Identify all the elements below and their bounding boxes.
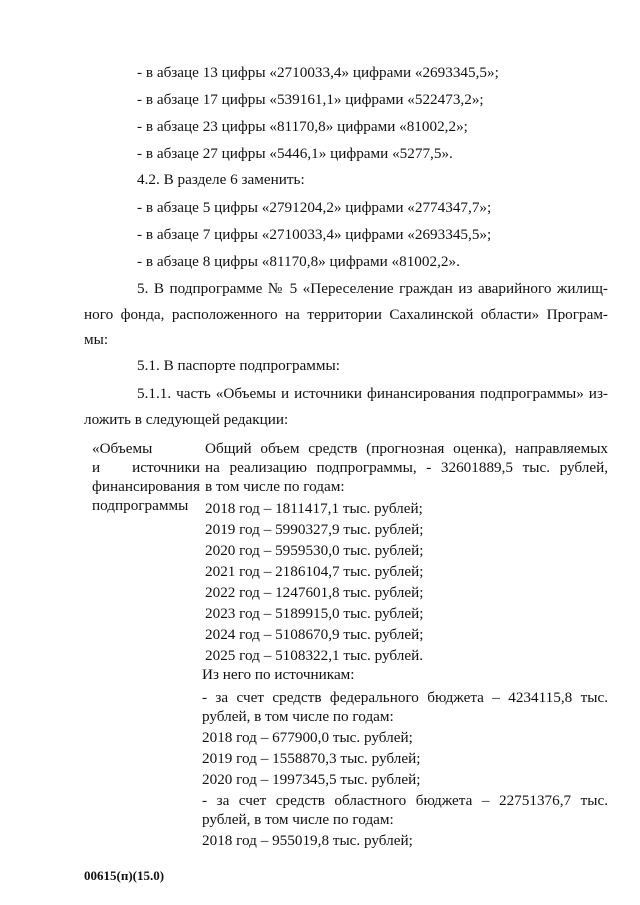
source-line: - за счет средств федерального бюджета – 4234115,8 тыс. (202, 689, 608, 706)
year-amount-line: 2018 год – 1811417,1 тыс. рублей; (205, 500, 423, 517)
year-amount-line: 2019 год – 5990327,9 тыс. рублей; (205, 521, 424, 538)
paragraph-line: мы: (84, 331, 109, 348)
year-amount-line: 2018 год – 677900,0 тыс. рублей; (202, 729, 413, 746)
paragraph-line: ложить в следующей редакции: (84, 411, 289, 428)
year-amount-line: 2021 год – 2186104,7 тыс. рублей; (205, 563, 424, 580)
amendment-item: - в абзаце 8 цифры «81170,8» цифрами «81002,2». (137, 253, 460, 270)
source-line: рублей, в том числе по годам: (202, 811, 394, 828)
document-code: 00615(п)(15.0) (84, 868, 165, 883)
amendment-item: - в абзаце 5 цифры «2791204,2» цифрами «2774347,7»; (137, 199, 492, 216)
year-amount-line: 2022 год – 1247601,8 тыс. рублей; (205, 584, 424, 601)
table-text-line: на реализацию подпрограммы, - 32601889,5 тыс. рублей, (205, 459, 608, 476)
year-amount-line: 2025 год – 5108322,1 тыс. рублей. (205, 647, 423, 664)
table-label-line: финансирования (92, 478, 200, 495)
table-label-line: подпрограммы (92, 497, 189, 514)
paragraph-line: 5.1.1. часть «Объемы и источники финансирования подпрограммы» из- (137, 385, 608, 402)
table-text-line: в том числе по годам: (205, 478, 345, 495)
year-amount-line: 2024 год – 5108670,9 тыс. рублей; (205, 626, 424, 643)
year-amount-line: 2020 год – 1997345,5 тыс. рублей; (202, 771, 421, 788)
amendment-item: - в абзаце 13 цифры «2710033,4» цифрами «2693345,5»; (137, 64, 499, 81)
amendment-item: - в абзаце 23 цифры «81170,8» цифрами «81002,2»; (137, 118, 468, 135)
amendment-item: - в абзаце 17 цифры «539161,1» цифрами «522473,2»; (137, 91, 484, 108)
paragraph-line: ного фонда, расположенного на территории Сахалинской области» Програм- (84, 306, 608, 323)
sources-heading: Из него по источникам: (202, 666, 355, 683)
year-amount-line: 2023 год – 5189915,0 тыс. рублей; (205, 605, 424, 622)
amendment-item: - в абзаце 27 цифры «5446,1» цифрами «5277,5». (137, 145, 453, 162)
source-line: рублей, в том числе по годам: (202, 708, 394, 725)
source-line: - за счет средств областного бюджета – 22751376,7 тыс. (202, 792, 608, 809)
year-amount-line: 2020 год – 5959530,0 тыс. рублей; (205, 542, 424, 559)
table-label-line: «Объемы (92, 440, 153, 457)
year-amount-line: 2018 год – 955019,8 тыс. рублей; (202, 832, 413, 849)
section-heading: 4.2. В разделе 6 заменить: (137, 171, 305, 188)
amendment-item: - в абзаце 7 цифры «2710033,4» цифрами «2693345,5»; (137, 226, 492, 243)
section-heading: 5.1. В паспорте подпрограммы: (137, 357, 340, 374)
table-text-line: Общий объем средств (прогнозная оценка), направляемых (205, 440, 608, 457)
paragraph-line: 5. В подпрограмме № 5 «Переселение граждан из аварийного жилищ- (137, 280, 608, 297)
year-amount-line: 2019 год – 1558870,3 тыс. рублей; (202, 750, 421, 767)
table-label-line: и источники (92, 459, 200, 476)
